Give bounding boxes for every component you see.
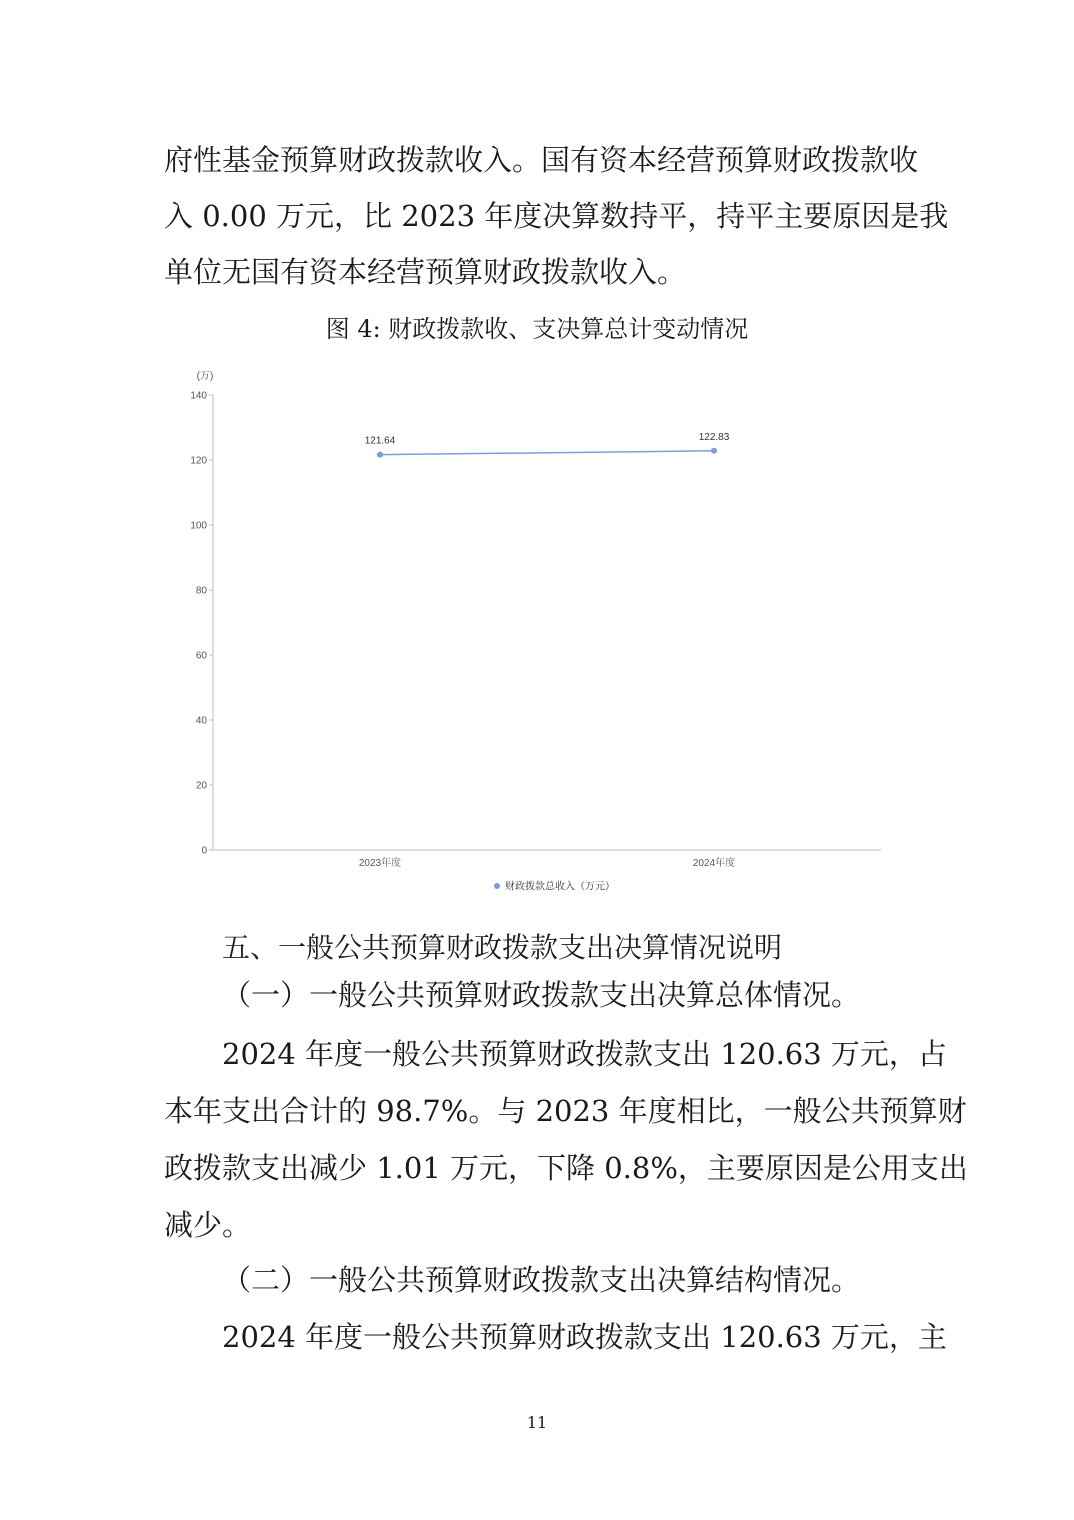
paragraph-line: 本年支出合计的 98.7%。与 2023 年度相比，一般公共预算财 [164,1094,967,1128]
data-label: 121.64 [364,435,396,447]
paragraph-line: 2024 年度一般公共预算财政拨款支出 120.63 万元，占 [222,1037,947,1071]
figure-caption: 图 4: 财政拨款收、支决算总计变动情况 [325,315,749,343]
y-tick-label: 60 [195,650,207,662]
data-point [377,452,383,458]
subsection-title: （二）一般公共预算财政拨款支出决算结构情况。 [222,1263,861,1297]
y-tick-label: 120 [190,455,207,467]
paragraph-line: 政拨款支出减少 1.01 万元，下降 0.8%，主要原因是公用支出 [164,1151,968,1185]
y-tick-label: 140 [190,390,207,402]
paragraph-line: 入 0.00 万元，比 2023 年度决算数持平，持平主要原因是我 [164,199,949,233]
legend-label: 财政拨款总收入（万元） [505,881,615,893]
x-tick-label: 2024年度 [692,858,736,869]
subsection-title: （一）一般公共预算财政拨款支出决算总体情况。 [222,978,861,1012]
series-line [380,451,714,455]
paragraph-line: 府性基金预算财政拨款收入。国有资本经营预算财政拨款收 [164,143,919,177]
section-heading: 五、一般公共预算财政拨款支出决算情况说明 [222,931,783,964]
paragraph-line: 减少。 [164,1208,252,1242]
paragraph-line: 2024 年度一般公共预算财政拨款支出 120.63 万元，主 [222,1320,947,1354]
y-tick-label: 100 [190,520,207,532]
legend-marker [494,883,500,889]
y-tick-label: 20 [195,780,207,792]
y-tick-label: 40 [195,715,207,727]
paragraph-line: 单位无国有资本经营预算财政拨款收入。 [164,255,687,289]
data-point [711,448,717,454]
data-label: 122.83 [698,431,730,443]
y-unit-label: (万) [196,371,214,382]
y-tick-label: 0 [201,845,207,857]
page-number: 11 [526,1413,548,1432]
x-tick-label: 2023年度 [358,858,402,869]
y-tick-label: 80 [195,585,207,597]
line-chart [175,362,895,902]
